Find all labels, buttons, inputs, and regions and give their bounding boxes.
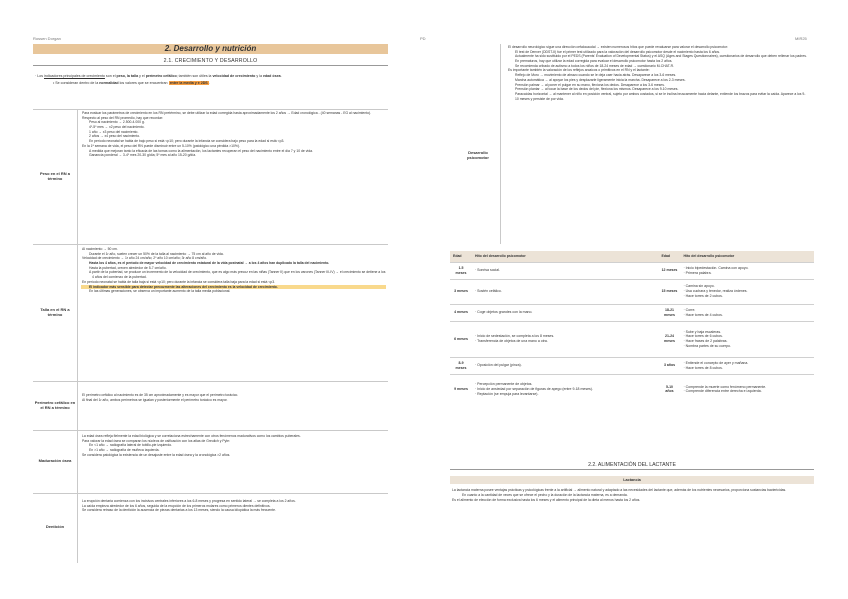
maduracion-line: En >1 año → radiografía de muñeca izquierda. <box>89 448 160 453</box>
milestones-table <box>450 251 814 404</box>
peso-line: 2 años → x4 peso del nacimiento. <box>89 134 141 139</box>
talla-line: El indicador más sensible para detectar precozmente las alteraciones del crecimiento es la velocidad de crecimiento. <box>81 285 386 290</box>
row-label-maduracion: Maduración ósea <box>38 458 72 464</box>
row-body-perimetro <box>81 393 386 402</box>
psicomotor-line: El desarrollo neurológico sigue una dirección cefalocaudal → existen numerosos hitos que puede revaluarse para valorar el desarrollo psicomotor: <box>508 45 728 49</box>
maduracion-line: La edad ósea refleja fielmente la edad biológica y se correlaciona estrechamente con otros fenómenos madurativos como los cambios puberales. <box>82 434 301 438</box>
lactancia-body <box>452 488 812 502</box>
age-cell: 15 meses <box>659 279 681 304</box>
age-cell: 6 meses <box>450 321 472 357</box>
psicomotor-line: En prematuros, hay que utilizar la edad corregida para evaluar el desarrollo psicomotor hasta los 2 años. <box>515 59 673 64</box>
section-title-growth: 2.1. CRECIMIENTO Y DESARROLLO <box>33 58 388 66</box>
age-cell: 3 años <box>659 357 681 374</box>
row-label-perimetro: Perímetro cefálico en el RN a término <box>34 399 76 410</box>
header-age: Edad <box>450 251 472 262</box>
row-body-denticion <box>81 499 386 513</box>
intro-paragraph-1: · Los indicadores principales de crecimiento son el peso, la talla y el perímetro cefálico; también son útiles la velocidad de crecimiento y la edad ósea. <box>35 74 282 78</box>
milestone-cell: · Corre. · Hace torres de 4 cubos. <box>681 304 815 321</box>
age-cell: 5-10 años <box>659 374 681 404</box>
row-divider <box>33 381 388 382</box>
psicomotor-line: Marcha automática → al apoyar los pies y desplazarle ligeramente inicia la marcha. Desaparece a los 2-3 meses. <box>515 77 686 82</box>
row-body-psicomotor <box>504 45 809 101</box>
milestone-cell: · Sostén cefálico. <box>472 279 659 304</box>
denticion-line: La caída empieza alrededor de los 6 años, seguida de la erupción de los primeros molares como primeros dientes definitivos. <box>82 503 271 508</box>
age-cell: 12 meses <box>659 262 681 279</box>
talla-line: En las últimas generaciones, se observa un importante aumento de la talla media poblacional. <box>89 289 231 294</box>
psicomotor-line: Paracaídas horizontal → al mantener al niño en posición ventral, sujeto por ambos costados, si se le inclina bruscamente hacia delante, extiende los brazos para evitar la caída. Aparece a los 9-10 meses y persiste de por vida. <box>515 91 806 101</box>
section-title-feeding: 2.2. ALIMENTACIÓN DEL LACTANTE <box>450 462 814 470</box>
table-row <box>450 374 814 404</box>
maduracion-line: Para valorar la edad ósea se comparan los núcleos de osificación con los atlas de Greulich y Pyle: <box>82 438 230 443</box>
maduracion-line: En <1 año → radiografía lateral de tobillo-pie izquierdo. <box>89 443 173 448</box>
row-label-denticion: Dentición <box>45 524 65 530</box>
peso-line: En la 1ª semana de vida, el peso del RN puede disminuir entre un 5-10% (patológico una pérdida >10%). <box>82 143 240 148</box>
lactancia-header: Lactancia <box>450 476 814 484</box>
lactancia-line: Es el alimento de elección de forma exclusiva hasta los 6 meses y el alimento principal de la dieta al menos hasta los 2 años. <box>452 497 641 502</box>
psicomotor-line: Actualmente ha sido sustituido por el PEDS (Parents' Evaluation of Developmental Status) y el ASQ (Ages and Stages Questionnaires), cuestionarios de desarrollo que deben rellenar los padres. <box>515 54 807 59</box>
row-body-talla <box>81 247 386 294</box>
row-divider <box>33 244 388 245</box>
talla-line: Hasta la pubertad, crecen alrededor de 5-7 cm/año. <box>89 265 167 270</box>
peso-line: 1 año → x3 peso del nacimiento. <box>89 129 139 134</box>
row-label-psicomotor: Desarrollo psicomotor <box>467 150 489 161</box>
table-header-row <box>450 251 814 262</box>
perimetro-line: Al final del 1r año, ambos perímetros se igualan y posteriormente el perímetro torácico es mayor. <box>82 397 228 402</box>
talla-line: Al nacimiento → 50 cm. <box>82 247 118 251</box>
peso-line: Ganancia ponderal → 3-4º mes 20-30 g/día; 5º mes al año 15-20 g/día. <box>89 153 197 158</box>
milestone-cell: · Sube y baja escaleras. · Hace torres de 6 cubos. · Hace frases de 2 palabras. · Nombra partes de su cuerpo. <box>681 321 815 357</box>
maduracion-line: Se considera patológica la existencia de un desajuste entre la edad ósea y la cronológica >2 años. <box>82 452 231 457</box>
milestone-cell: · Inicio de sedestación, se completa a los 8 meses. · Transferencia de objetos de una mano a otra. <box>472 321 659 357</box>
age-cell: 3 meses <box>450 279 472 304</box>
age-cell: 4 meses <box>450 304 472 321</box>
psicomotor-line: Es importante también la valoración de los reflejos arcaicos o primitivos en el RN y el lactante: <box>508 68 650 73</box>
lactancia-line: La lactancia materna posee ventajas prácticas y psicológicas frente a la artificial → alimento natural y adaptado a las necesidades del lactante que, además de los nutrientes necesarios, proporciona sustancias bactericidas. <box>452 488 787 492</box>
talla-line: Velocidad de crecimiento → 1r año 24 cm/año; 2º año 10 cm/año; 3r año 8 cm/año. <box>82 256 208 261</box>
peso-line: Peso al nacimiento → 2.500-4.000 g. <box>89 120 145 125</box>
intro-paragraph-2: • Se consideran dentro de la normalidad los valores que se encuentran entre la media y ± 2DS. <box>53 81 210 86</box>
table-row <box>450 262 814 279</box>
psicomotor-line: El test de Denver (DDST-II) fue el primer test utilizado para la valoración del desarrollo psicomotor desde el nacimiento hasta los 6 años. <box>515 49 721 54</box>
chapter-title: 2. Desarrollo y nutrición <box>33 44 388 54</box>
peso-line: Respecto al peso del RN promedio, hay que recordar: <box>82 115 164 120</box>
row-divider <box>33 430 388 431</box>
milestone-cell: · Percepción permanente de objetos. · Inicio de ansiedad por separación de figuras de apego (entre 9-18 meses). · Reptación (se empuja para levantarse). <box>472 374 659 404</box>
milestone-cell: · Oposición del pulgar (pinza). <box>472 357 659 374</box>
table-row <box>450 357 814 374</box>
psicomotor-line: Prensión plantar → al tocar la base de los dedos del pie, flexiona los mismos. Desaparece a los 9-10 meses. <box>515 87 679 92</box>
course-code: MIR25 <box>795 36 807 41</box>
row-label-peso: Peso en el RN a término <box>39 170 70 181</box>
peso-line: A medida que mejoran tanto la eficacia de las tomas como la alimentación, los lactantes recuperan el peso del nacimiento entre el día 7 y 10 de vida. <box>89 148 313 153</box>
milestone-cell: · Comprende la muerte como fenómeno permanente. · Comprende diferencia entre derecha e izquierda. <box>681 374 815 404</box>
header-milestone: Hito del desarrollo psicomotor <box>472 251 659 262</box>
author-header: Rossen Dorgan <box>33 36 61 41</box>
talla-line: Durante el 1r año, suelen crecer un 50% de la talla al nacimiento → 75 cm al año de vida. <box>89 251 224 256</box>
psicomotor-line: Prensión palmar → al poner el pulgar en su mano, flexiona los dedos. Desaparece a los 3-6 meses. <box>515 82 665 87</box>
row-body-peso <box>81 111 386 158</box>
milestone-cell: · Coge objetos grandes con la mano. <box>472 304 659 321</box>
column-divider <box>77 109 78 563</box>
perimetro-line: El perímetro cefálico al nacimiento es de 35 cm aproximadamente y es mayor que el perímetro torácico. <box>82 393 239 397</box>
header-milestone: Hito del desarrollo psicomotor <box>681 251 815 262</box>
row-body-maduracion <box>81 434 386 457</box>
row-label-talla: Talla en el RN a término <box>40 306 70 317</box>
milestone-cell: · Entiende el concepto de ayer y mañana. · Hace torres de 8 cubos. <box>681 357 815 374</box>
talla-line: En período neonatal se habla de talla baja si está <p10; pero durante la infancia se considera talla baja para la edad si está <p3. <box>82 279 276 284</box>
milestone-cell: · Sonrisa social. <box>472 262 659 279</box>
denticion-line: La erupción dentaria comienza con los incisivos centrales inferiores a los 6-8 meses y progresa en sentido lateral → se completa a los 2 años. <box>82 499 296 503</box>
age-cell: 1.5 meses <box>450 262 472 279</box>
intro-text <box>35 74 385 89</box>
denticion-line: Se considera retraso de la dentición la ausencia de piezas dentarias a los 13 meses, siendo la causa idiopática la más frecuente. <box>82 508 276 513</box>
psicomotor-line: Reflejo de Moro → movimiento de abrazo cuando se le deja caer hacia atrás. Desaparece a los 3-6 meses. <box>515 73 677 78</box>
table-row <box>450 304 814 321</box>
age-cell: 9 meses <box>450 374 472 404</box>
milestone-cell: · Camina sin apoyo. · Usa cuchara y tenedor, realiza órdenes. · Hace torres de 2 cubos. <box>681 279 815 304</box>
header-age: Edad <box>659 251 681 262</box>
age-cell: 18-21 meses <box>659 304 681 321</box>
row-divider <box>33 493 388 494</box>
talla-line: A partir de la pubertad, se produce un incremento de la velocidad de crecimiento, que es algo más precoz en las niñas (Tanner II) que en los varones (Tanner III-IV) → el crecimiento se detiene a los 4 años del comienzo de la pubertad. <box>89 270 386 280</box>
table-row <box>450 279 814 304</box>
peso-line: Para evaluar los parámetros de crecimiento en los RN pretérmino, se debe utilizar la edad corregida hasta aproximadamente los 2 años → Edad cronológica - (40 semanas - EG al nacimiento). <box>82 111 372 115</box>
age-cell: 21-24 meses <box>659 321 681 357</box>
page-code: PD <box>420 36 426 41</box>
peso-line: 4º-5º mes → x2 peso del nacimiento. <box>89 125 145 130</box>
column-divider <box>500 44 501 244</box>
age-cell: 8-9 meses <box>450 357 472 374</box>
talla-line: Hasta los 4 años, es el período de mayor velocidad de crecimiento estatural de la vida postnatal → a los 4 años han duplicado la talla del nacimiento. <box>89 261 330 266</box>
psicomotor-line: Se recomienda cribado de autismo a todos los niños de 18-24 meses de edad → cuestionario M-CHAT-R. <box>515 63 675 68</box>
lactancia-line: En cuanto a la cantidad de veces que se ofrece el pecho y la duración de la lactancia materna, es a demanda. <box>462 492 628 497</box>
table-row <box>450 321 814 357</box>
peso-line: En período neonatal se habla de bajo peso si está <p10; pero durante la infancia se considera bajo peso para la edad si está <p3. <box>89 139 285 144</box>
milestone-cell: · Inicio bipedestación. Camina con apoyo. · Primera palabra. <box>681 262 815 279</box>
row-divider <box>33 109 388 110</box>
